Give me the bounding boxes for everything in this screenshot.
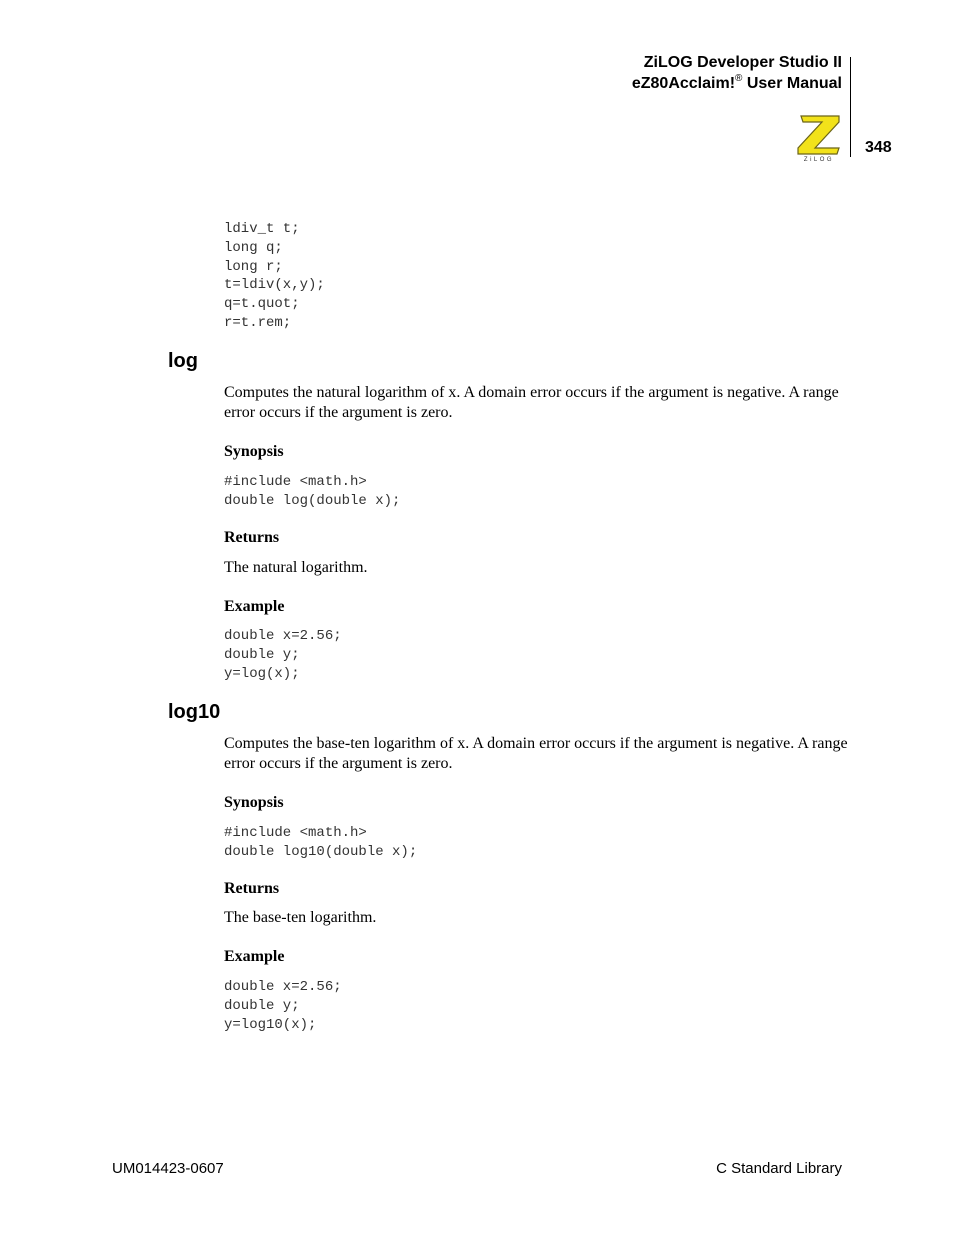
page-number: 348 — [865, 139, 892, 156]
code-line: double log(double x); — [224, 492, 401, 509]
code-line: t=ldiv(x,y); — [224, 277, 325, 294]
log-example-heading: Example — [224, 598, 285, 615]
header-title-line2: eZ80Acclaim!® User Manual — [631, 73, 842, 92]
logo-text: ZiLOG — [803, 157, 835, 162]
log-description: Computes the natural logarithm of x. A domain error occurs if the argument is negative. A range error occurs if the argument is zero. — [224, 384, 839, 421]
zilog-logo-icon — [795, 110, 843, 162]
code-line: double y; — [224, 646, 300, 663]
section-title-log: log — [168, 350, 198, 372]
code-line: double y; — [224, 997, 300, 1014]
log10-example-heading: Example — [224, 948, 285, 965]
header-title-line1: ZiLOG Developer Studio II — [643, 54, 842, 71]
code-line: double x=2.56; — [224, 979, 342, 995]
log10-returns-heading: Returns — [224, 880, 280, 897]
code-line: #include <math.h> — [224, 474, 367, 490]
code-line: r=t.rem; — [224, 314, 292, 331]
code-line: y=log10(x); — [224, 1016, 317, 1033]
code-line: long r; — [224, 258, 283, 275]
code-line: ldiv_t t; — [224, 221, 300, 237]
code-line: q=t.quot; — [224, 296, 300, 313]
logo-z-shape — [798, 116, 839, 154]
section-title-log10: log10 — [168, 701, 221, 723]
footer-section: C Standard Library — [716, 1160, 842, 1177]
log10-description: Computes the base-ten logarithm of x. A domain error occurs if the argument is negative. A range error occurs if the argument is zero. — [224, 735, 848, 772]
log-synopsis-heading: Synopsis — [224, 443, 284, 460]
log-example-code — [224, 627, 342, 683]
header-divider — [850, 57, 851, 157]
code-line: #include <math.h> — [224, 825, 367, 841]
code-line: double x=2.56; — [224, 628, 342, 644]
header-title — [632, 52, 842, 94]
footer-doc-id: UM014423-0607 — [112, 1160, 224, 1177]
log10-returns-text: The base-ten logarithm. — [224, 909, 377, 926]
log-synopsis-code — [224, 473, 400, 511]
log-returns-text: The natural logarithm. — [224, 559, 368, 576]
code-line: long q; — [224, 239, 283, 256]
code-block-top — [224, 220, 325, 333]
log10-synopsis-heading: Synopsis — [224, 794, 284, 811]
code-line: y=log(x); — [224, 665, 300, 682]
log10-example-code — [224, 978, 342, 1034]
log10-synopsis-code — [224, 824, 417, 862]
log-returns-heading: Returns — [224, 529, 280, 546]
registered-mark: ® — [735, 73, 743, 84]
code-line: double log10(double x); — [224, 843, 418, 860]
